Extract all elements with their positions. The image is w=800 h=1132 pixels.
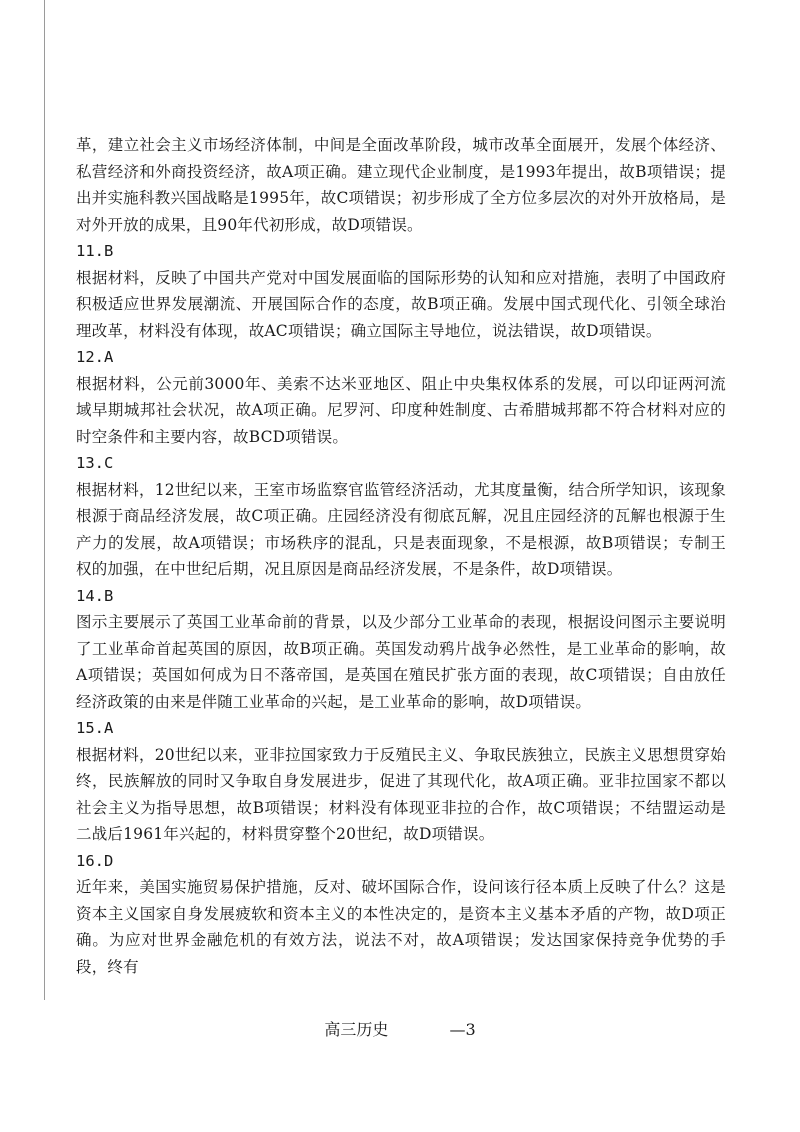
answer-explanation: 近年来，美国实施贸易保护措施，反对、破坏国际合作，设问该行径本质上反映了什么？这是资本主义国家自身发展疲软和资本主义的本性决定的，是资本主义基本矛盾的产物，故D项正确。为应对世界金融危机的有效方法，说法不对，故A项错误；发达国家保持竞争优势的手段，终有 — [76, 878, 726, 976]
answer-label: 13.C — [76, 454, 114, 472]
answer-label: 12.A — [76, 348, 114, 366]
answer-content — [76, 132, 726, 980]
answer-item-14 — [76, 583, 726, 716]
page-footer — [0, 1018, 800, 1042]
answer-item-11 — [76, 238, 726, 344]
answer-label: 15.A — [76, 719, 114, 737]
answer-item-15 — [76, 715, 726, 848]
page-number: —3 — [449, 1020, 476, 1039]
binding-margin-line — [44, 0, 45, 1000]
answer-explanation: 图示主要展示了英国工业革命前的背景，以及少部分工业革命的表现，根据设问图示主要说明了工业革命首起英国的原因，故B项正确。英国发动鸦片战争必然性，是工业革命的影响，故A项错误；英国如何成为日不落帝国，是英国在殖民扩张方面的表现，故C项错误；自由放任经济政策的由来是伴随工业革命的兴起，是工业革命的影响，故D项错误。 — [76, 613, 726, 711]
answer-label: 14.B — [76, 586, 114, 605]
answer-item-12 — [76, 344, 726, 450]
answer-explanation: 根据材料，12世纪以来，王室市场监察官监管经济活动，尤其度量衡，结合所学知识，该现象根源于商品经济发展，故C项正确。庄园经济没有彻底瓦解，况且庄园经济的瓦解也根源于生产力的发展，故A项错误；市场秩序的混乱，只是表面现象，不是根源，故B项错误；专制王权的加强，在中世纪后期，况且原因是商品经济发展，不是条件，故D项错误。 — [76, 480, 726, 578]
footer-subject: 高三历史 — [324, 1020, 389, 1039]
answer-label: 16.D — [76, 851, 114, 870]
answer-explanation: 根据材料，反映了中国共产党对中国发展面临的国际形势的认知和应对措施，表明了中国政府积极适应世界发展潮流、开展国际合作的态度，故B项正确。发展中国式现代化、引领全球治理改革，材料没有体现，故AC项错误；确立国际主导地位，说法错误，故D项错误。 — [76, 268, 726, 340]
intro-paragraph: 革，建立社会主义市场经济体制，中间是全面改革阶段，城市改革全面展开，发展个体经济、私营经济和外商投资经济，故A项正确。建立现代企业制度，是1993年提出，故B项错误；提出并实施科教兴国战略是1995年，故C项错误；初步形成了全方位多层次的对外开放格局，是对外开放的成果，且90年代初形成，故D项错误。 — [76, 136, 726, 234]
answer-item-16 — [76, 848, 726, 981]
answer-item-13 — [76, 450, 726, 583]
answer-explanation: 根据材料，20世纪以来，亚非拉国家致力于反殖民主义、争取民族独立，民族主义思想贯穿始终，民族解放的同时又争取自身发展进步，促进了其现代化，故A项正确。亚非拉国家不都以社会主义为指导思想，故B项错误；材料没有体现亚非拉的合作，故C项错误；不结盟运动是二战后1961年兴起的，材料贯穿整个20世纪，故D项错误。 — [76, 745, 726, 843]
answer-label: 11.B — [76, 242, 114, 260]
answer-explanation: 根据材料，公元前3000年、美索不达米亚地区、阻止中央集权体系的发展，可以印证两河流域早期城邦社会状况，故A项正确。尼罗河、印度种姓制度、古希腊城邦都不符合材料对应的时空条件和主要内容，故BCD项错误。 — [76, 374, 726, 446]
